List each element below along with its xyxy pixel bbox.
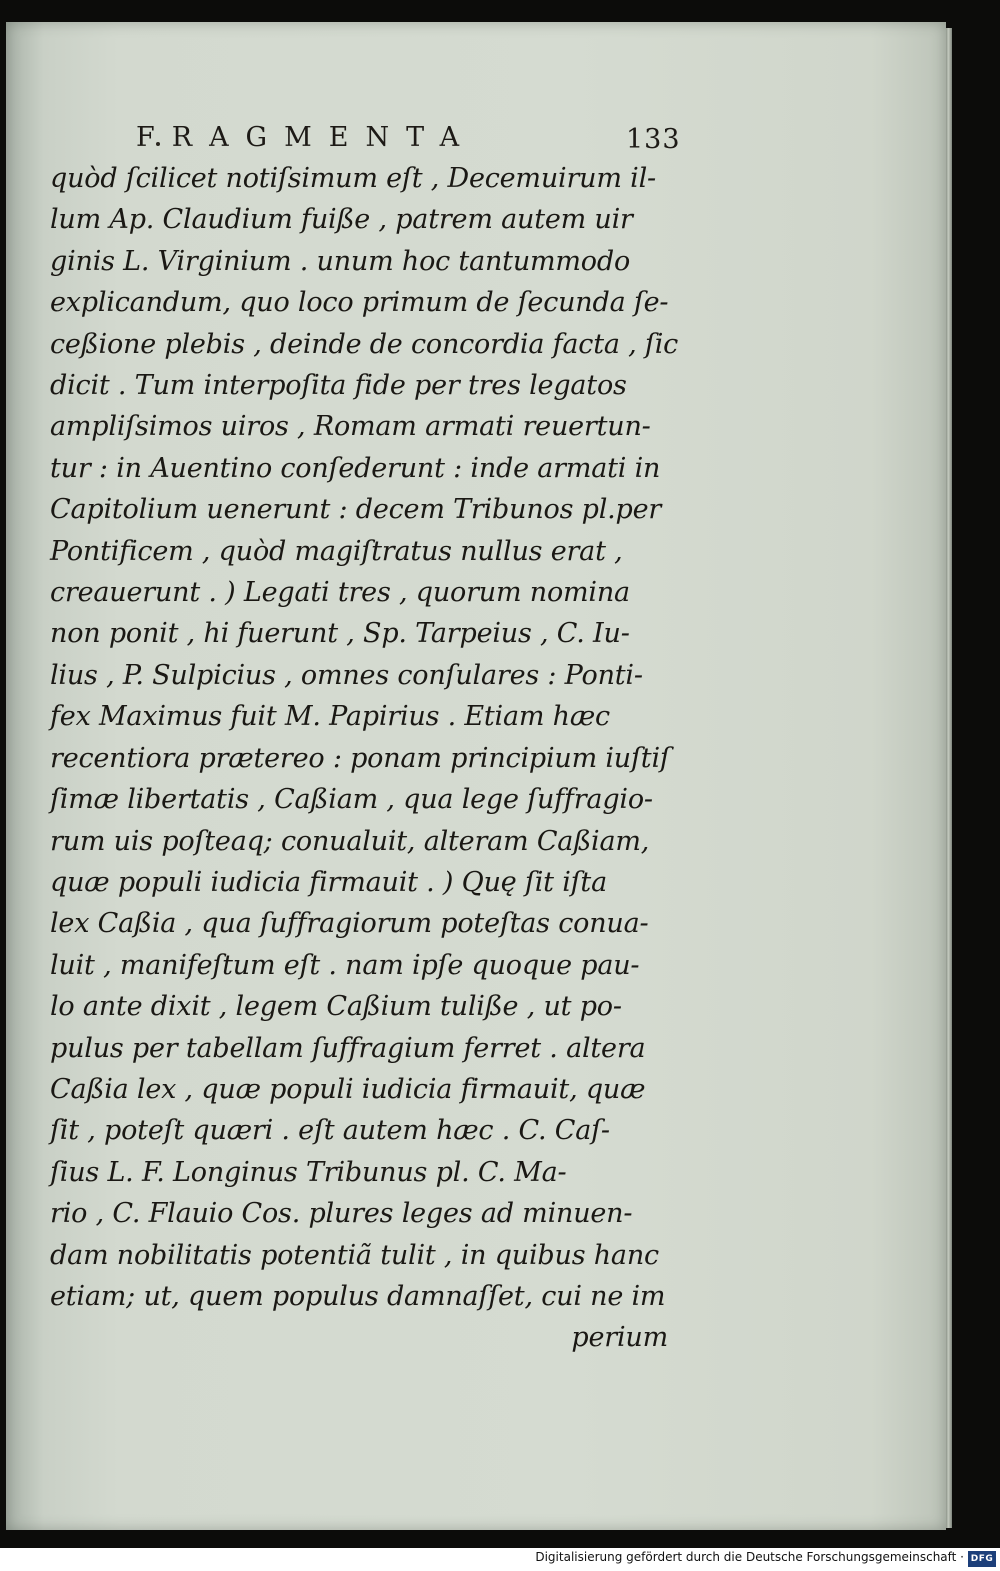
text-line: dicit . Tum interpoſita fide per tres legatos (50, 370, 627, 402)
page-edge (946, 28, 952, 1528)
text-line: quæ populi iudicia firmauit . ) Quę ſit iſta (50, 866, 607, 898)
text-line: etiam; ut, quem populus damnaſſet, cui ne im (50, 1280, 666, 1312)
text-line: Caßia lex , quæ populi iudicia firmauit, quæ (50, 1073, 646, 1105)
text-line: creauerunt . ) Legati tres , quorum nomina (50, 577, 630, 609)
text-line: Pontificem , quòd magiſtratus nullus erat , (50, 535, 623, 567)
digitization-footer (0, 1548, 1000, 1571)
text-line: ginis L. Virginium . unum hoc tantummodo (50, 245, 631, 277)
text-line: ampliſsimos uiros , Romam armati reuertun- (50, 411, 651, 443)
text-line: luit , manifeſtum eſt . nam ipſe quoque pau- (50, 949, 640, 981)
dfg-logo: DFG (968, 1551, 996, 1567)
text-line: recentiora prætereo : ponam principium iuſtiſ (50, 742, 670, 774)
text-line: dam nobilitatis potentiã tulit , in quibus hanc (50, 1239, 659, 1271)
text-line: ceßione plebis , deinde de concordia facta , ſic (50, 328, 679, 360)
funding-credit: Digitalisierung gefördert durch die Deutsche Forschungsgemeinschaft · (535, 1550, 964, 1564)
text-line: lo ante dixit , legem Caßium tuliße , ut po- (50, 991, 622, 1023)
text-line: rio , C. Flauio Cos. plures leges ad minuen- (50, 1198, 633, 1230)
text-line: non ponit , hi fuerunt , Sp. Tarpeius , C. Iu- (50, 618, 630, 650)
text-line: explicandum, quo loco primum de ſecunda ſe- (50, 287, 669, 319)
text-line: pulus per tabellam ſuffragium ferret . altera (50, 1032, 646, 1064)
running-head-title: FRAGMENTA (136, 122, 477, 153)
text-line: lius , P. Sulpicius , omnes conſulares : Ponti- (50, 659, 643, 691)
text-line: quòd ſcilicet notiſsimum eſt , Decemuirum il- (50, 163, 656, 194)
text-line: ſimæ libertatis , Caßiam , qua lege ſuffragio- (50, 784, 653, 816)
catchword: perium (571, 1322, 668, 1354)
text-line: rum uis poſteaq; conualuit, alteram Caßiam, (50, 825, 650, 857)
text-line: lex Caßia , qua ſuffragiorum poteſtas conua- (50, 908, 649, 940)
text-line: Capitolium uenerunt : decem Tribunos pl.per (50, 494, 662, 526)
text-line: ſit , poteſt quæri . eſt autem hæc . C. Caſ- (50, 1115, 610, 1147)
page-number: 133 (626, 124, 681, 155)
text-line: lum Ap. Claudium fuiße , patrem autem uir (50, 204, 633, 236)
body-text (50, 158, 679, 1359)
text-line: ſius L. F. Longinus Tribunus pl. C. Ma- (50, 1156, 567, 1188)
text-line: tur : in Auentino conſederunt : inde armati in (50, 452, 661, 484)
book-page (6, 22, 946, 1530)
text-line: fex Maximus fuit M. Papirius . Etiam hæc (50, 701, 610, 733)
